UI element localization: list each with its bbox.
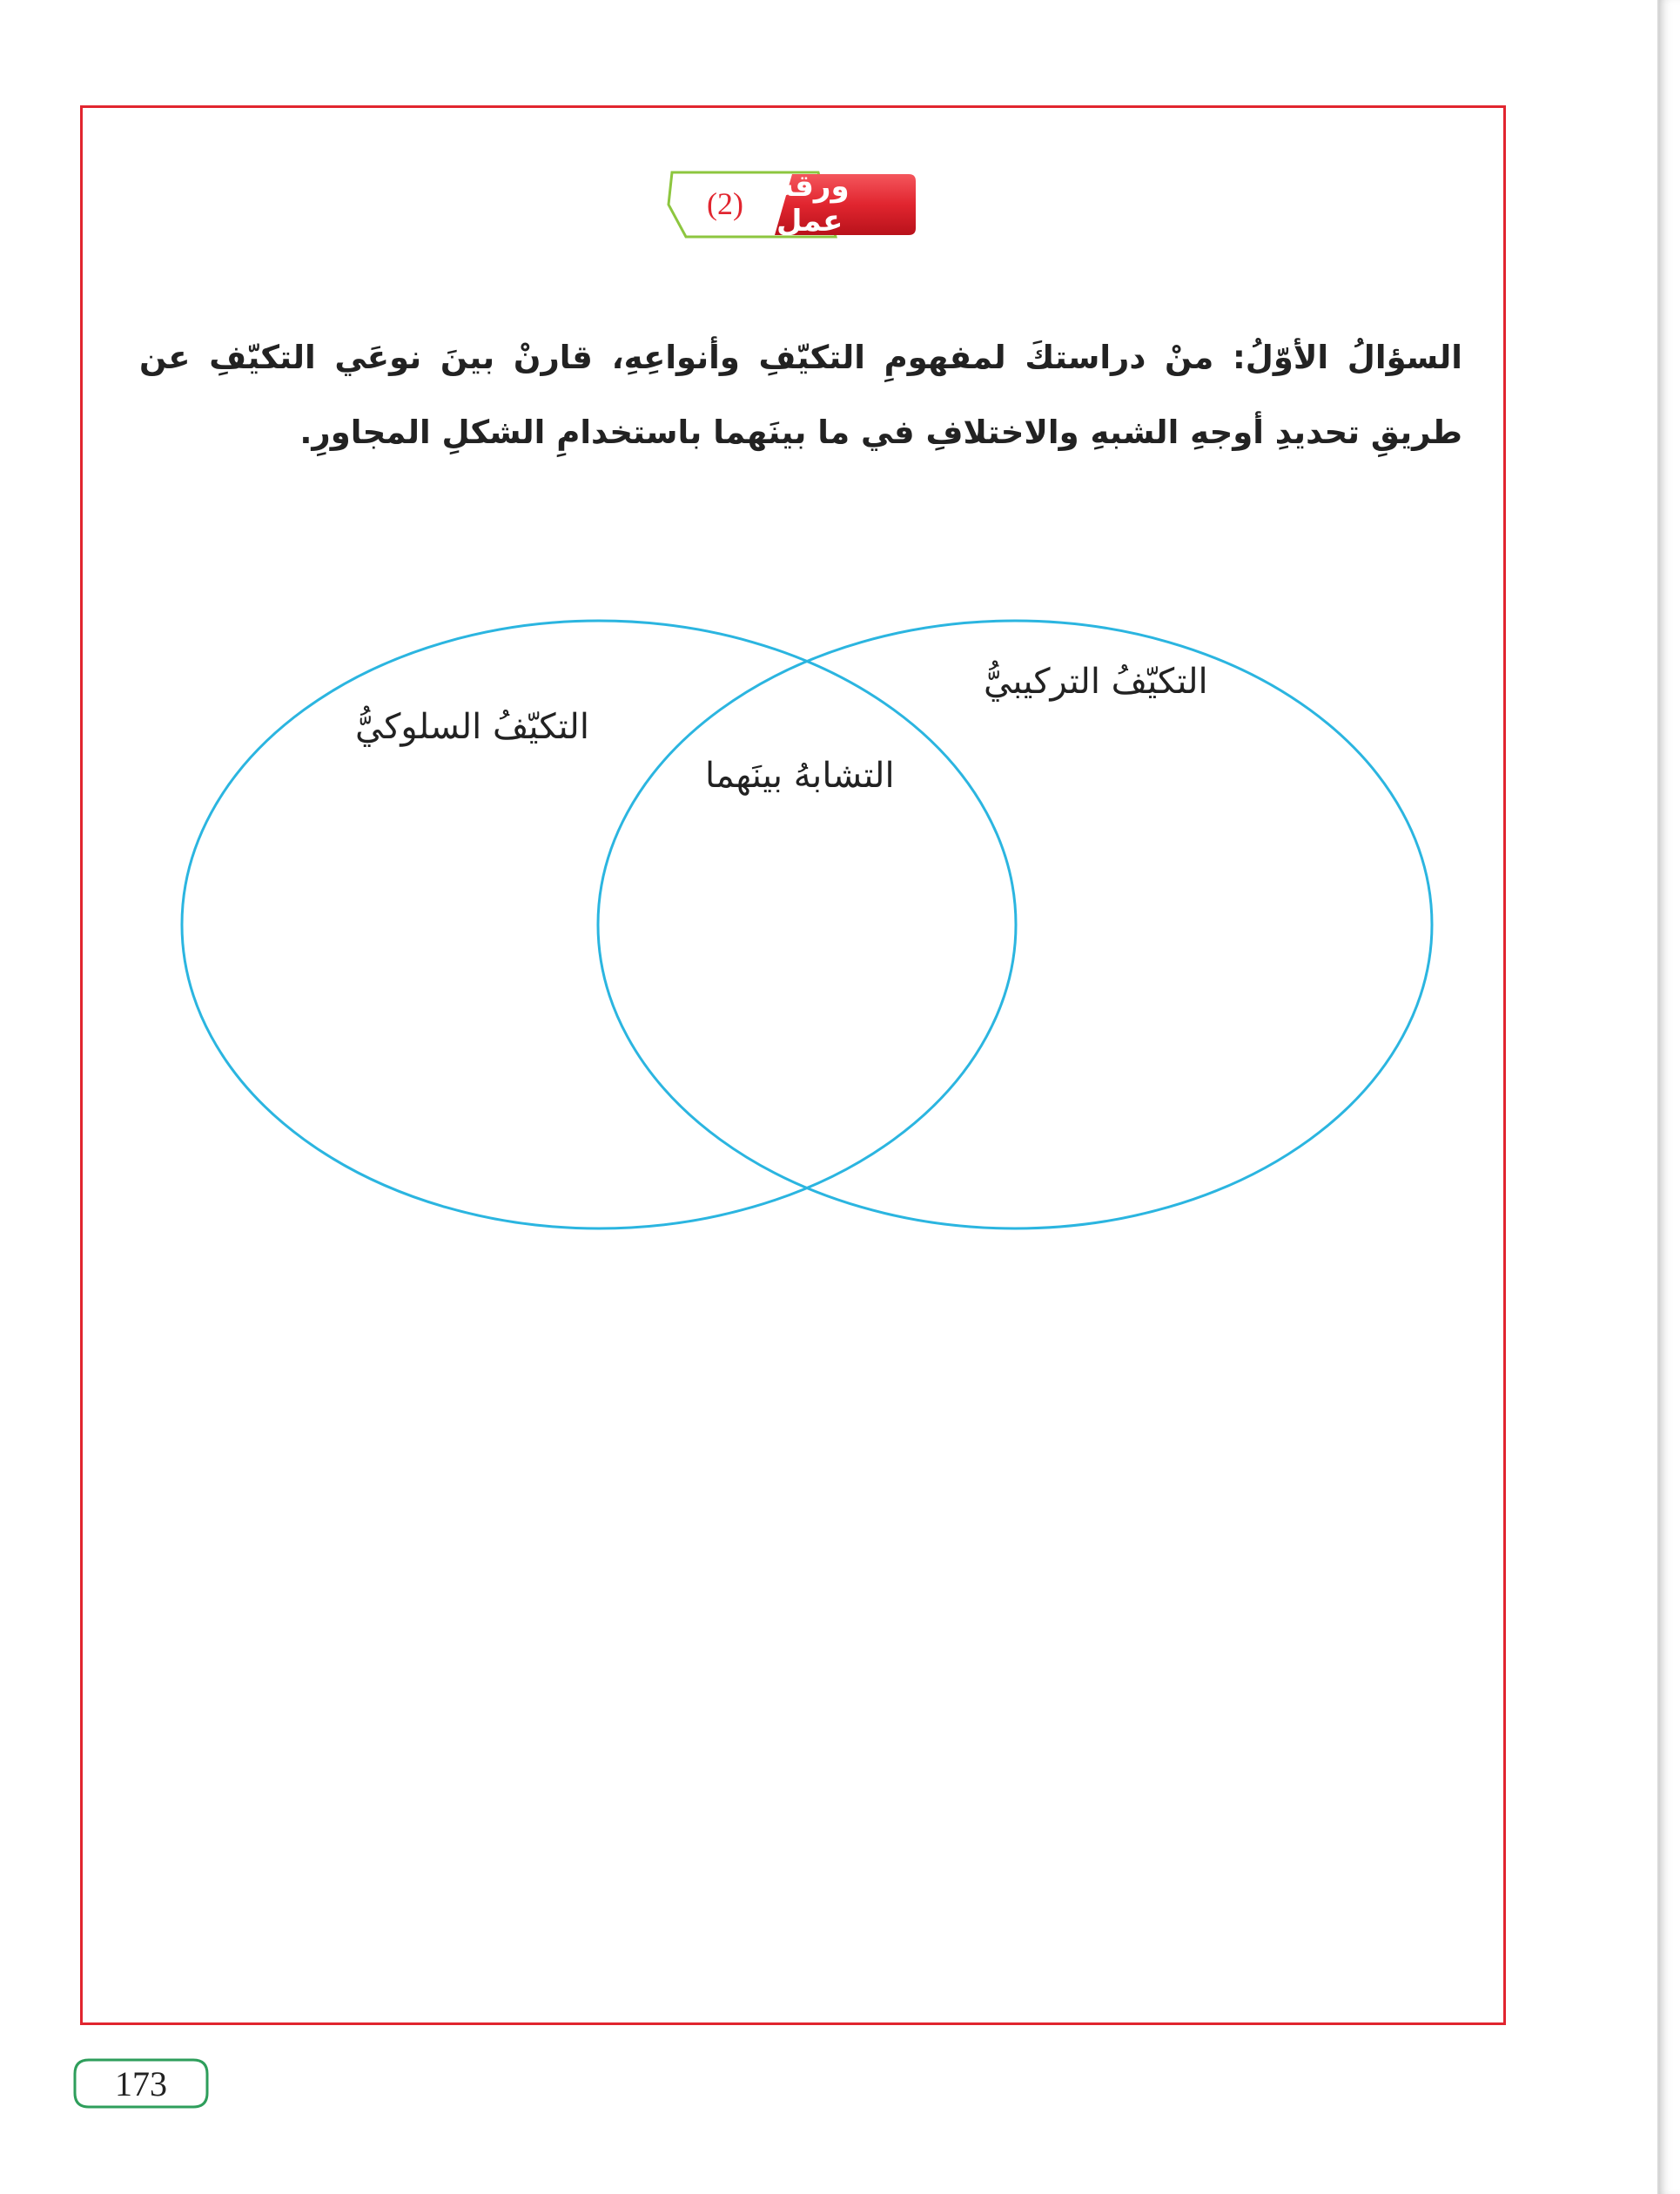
venn-left-label: التكيّفُ السلوكيُّ	[355, 707, 589, 747]
question-text: السؤالُ الأوّلُ: منْ دراستكَ لمفهومِ التكيّفِ وأنواعِهِ، قارنْ بينَ نوعَي التكيّفِ عن طريقِ تحديدِ أوجهِ الشبهِ والاختلافِ في ما بينَهما باستخدامِ الشكلِ المجاورِ.	[139, 339, 1462, 451]
worksheet-number: (2)	[707, 186, 743, 221]
page-number: 173	[115, 2063, 167, 2103]
venn-right-label: التكيّفُ التركيبيُّ	[984, 662, 1208, 702]
venn-overlap-label: التشابهُ بينَهما	[705, 756, 895, 796]
worksheet-title: ورقة عمل	[776, 169, 850, 239]
page-number-box	[71, 2056, 211, 2110]
